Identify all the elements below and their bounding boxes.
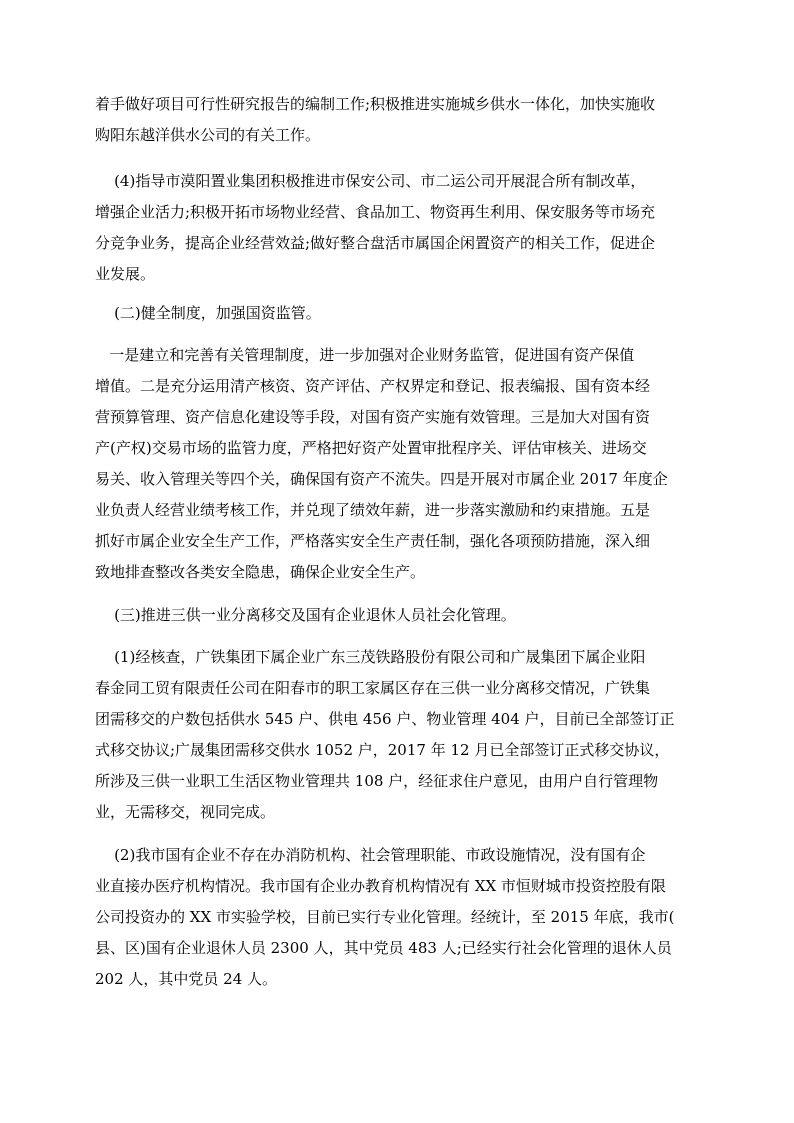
paragraph-item-1-handover: [95, 642, 705, 828]
section-heading-2: [95, 298, 705, 329]
section-heading-3: [95, 600, 705, 631]
text-line: 春金同工贸有限责任公司在阳春市的职工家属区存在三供一业分离移交情况，广铁集: [95, 679, 651, 697]
text-line: 202 人，其中党员 24 人。: [95, 970, 278, 988]
text-line: 产(产权)交易市场的监管力度，严格把好资产处置审批程序关、评估审核关、进场交: [95, 439, 647, 457]
text-line: 易关、收入管理关等四个关，确保国有资产不流失。四是开展对市属企业 2017 年度企: [95, 470, 668, 488]
text-line: 业直接办医疗机构情况。我市国有企业办教育机构情况有 XX 市恒财城市投资控股有限: [95, 877, 666, 895]
text-line: 公司投资办的 XX 市实验学校，目前已实行专业化管理。经统计，至 2015 年底，我市(: [95, 908, 675, 926]
paragraph-item-4-mixed-ownership: [95, 166, 705, 290]
text-line: 业负责人经营业绩考核工作，并兑现了绩效年薪，进一步落实激励和约束措施。五是: [95, 501, 651, 519]
text-line: 式移交协议;广晟集团需移交供水 1052 户，2017 年 12 月已全部签订正式移交协议，: [95, 741, 670, 759]
text-line: 团需移交的户数包括供水 545 户、供电 456 户、物业管理 404 户，目前已全部签订正: [95, 710, 675, 728]
text-line: 购阳东越洋供水公司的有关工作。: [95, 126, 321, 144]
text-line: (4)指导市漠阳置业集团积极推进市保安公司、市二运公司开展混合所有制改革，: [95, 172, 646, 190]
text-line: (1)经核查，广铁集团下属企业广东三茂铁路股份有限公司和广晟集团下属企业阳: [95, 648, 646, 666]
text-line: 抓好市属企业安全生产工作，严格落实安全生产责任制，强化各项预防措施，深入细: [95, 532, 651, 550]
text-line: 分竞争业务，提高企业经营效益;做好整合盘活市属国企闲置资产的相关工作，促进企: [95, 234, 656, 252]
heading-line: (三)推进三供一业分离移交及国有企业退休人员社会化管理。: [95, 606, 516, 624]
heading-line: (二)健全制度，加强国资监管。: [95, 304, 321, 322]
text-line: 营预算管理、资产信息化建设等手段，对国有资产实施有效管理。三是加大对国有资: [95, 408, 651, 426]
text-line: 增值。二是充分运用清产核资、资产评估、产权界定和登记、报表编报、国有资本经: [95, 377, 651, 395]
text-line: 增强企业活力;积极开拓市场物业经营、食品加工、物资再生利用、保安服务等市场充: [95, 203, 656, 221]
text-line: 业发展。: [95, 265, 156, 283]
text-line: (2)我市国有企业不存在办消防机构、社会管理职能、市政设施情况，没有国有企: [95, 846, 646, 864]
paragraph-water-supply-continuation: [95, 89, 705, 151]
text-line: 着手做好项目可行性研究报告的编制工作;积极推进实施城乡供水一体化，加快实施收: [95, 95, 656, 113]
text-line: 一是建立和完善有关管理制度，进一步加强对企业财务监管，促进国有资产保值: [95, 346, 635, 364]
paragraph-item-2-retirees: [95, 840, 705, 995]
text-line: 所涉及三供一业职工生活区物业管理共 108 户，经征求住户意见，由用户自行管理物: [95, 772, 659, 790]
text-line: 县、区)国有企业退休人员 2300 人，其中党员 483 人;已经实行社会化管理的退休人员: [95, 939, 672, 957]
text-line: 业，无需移交，视同完成。: [95, 803, 276, 821]
paragraph-supervision-measures: [95, 340, 705, 588]
text-line: 致地排查整改各类安全隐患，确保企业安全生产。: [95, 563, 426, 581]
